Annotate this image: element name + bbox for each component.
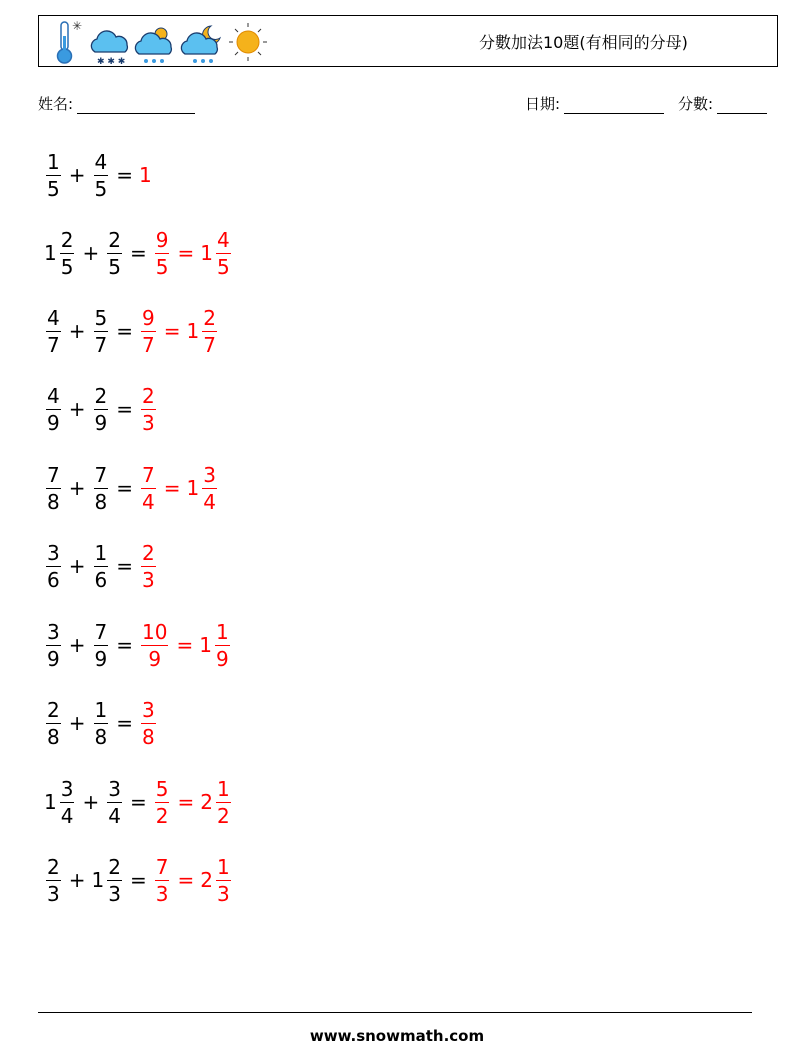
answer-numerator: 7 [155,854,169,879]
problem-row [44,610,232,680]
operand-a-numerator: 4 [47,383,60,408]
mixed-denominator: 5 [216,254,230,279]
equals-sign: = [129,241,147,265]
answer-numerator: 10 [142,619,168,644]
problem-row [44,218,233,288]
answer-equals-sign: = [177,241,195,265]
problem-row [44,767,233,837]
answer-denominator: 7 [142,332,155,357]
operand-a-denominator: 8 [47,489,60,514]
mixed-fraction [202,462,217,515]
answer-fraction [141,305,156,358]
operand-b-numerator: 1 [94,540,108,565]
mixed-fraction [202,305,217,358]
score-label: 分數: [678,95,714,113]
answer-denominator: 3 [142,410,155,435]
date-field [525,93,664,114]
answer-fraction [155,227,170,280]
mixed-denominator: 7 [203,332,216,357]
equals-sign: = [116,397,133,421]
operand-b-denominator: 8 [94,724,108,749]
operand-a-denominator: 5 [47,176,60,201]
answer [139,163,152,187]
svg-text:✳: ✳ [72,19,83,33]
mixed-numerator: 1 [216,854,230,879]
answer-denominator: 2 [155,803,169,828]
operand-b-numerator: 5 [94,305,108,330]
date-blank[interactable] [564,97,664,114]
operand-a-numerator: 2 [60,227,74,252]
mixed-numerator: 1 [216,776,230,801]
operand-b-denominator: 8 [94,489,108,514]
operand-b-fraction [94,540,109,593]
answer-numerator: 2 [142,540,155,565]
answer-numerator: 2 [142,383,155,408]
operand-a-numerator: 2 [47,697,60,722]
answer-denominator: 3 [155,881,169,906]
operand-a-numerator: 3 [60,776,74,801]
answer-fraction [155,854,170,907]
operand-b-fraction [94,383,109,436]
cloud-moon-rain-icon [181,26,220,63]
plus-sign: + [68,476,86,500]
mixed-denominator: 2 [216,803,230,828]
answer-fraction [155,776,170,829]
answer [153,776,233,829]
operand-b-numerator: 1 [94,697,108,722]
mixed-fraction [216,227,231,280]
operand-b-denominator: 5 [94,176,108,201]
operand-a-fraction [46,462,61,515]
weather-icons [45,18,275,66]
mixed-numerator: 3 [203,462,216,487]
operand-a-denominator: 9 [47,410,60,435]
operand-b-denominator: 9 [94,410,108,435]
operand-b-numerator: 3 [108,776,121,801]
operand-a-numerator: 7 [47,462,60,487]
plus-sign: + [68,554,86,578]
operand-b-denominator: 6 [94,567,108,592]
answer [139,697,158,750]
footer-divider [38,1012,752,1013]
operand-a-fraction [46,697,61,750]
operand-a-numerator: 3 [47,540,60,565]
operand-b-fraction [94,305,109,358]
answer [139,619,232,672]
problem-row [44,688,158,758]
plus-sign: + [68,711,86,735]
operand-a-denominator: 7 [47,332,60,357]
equals-sign: = [116,163,133,187]
worksheet-header [38,15,778,67]
answer-equals-sign: = [163,476,181,500]
plus-sign: + [82,790,100,814]
answer-equals-sign: = [163,319,181,343]
operand-b-fraction [107,854,122,907]
mixed-whole: 1 [199,633,212,657]
answer-numerator: 7 [142,462,155,487]
operand-b-fraction [94,697,109,750]
operand-b-numerator: 4 [94,149,108,174]
answer [153,854,233,907]
plus-sign: + [68,633,86,657]
answer-numerator: 5 [155,776,169,801]
operand-a-denominator: 4 [60,803,74,828]
operand-a-denominator: 5 [60,254,74,279]
mixed-fraction [215,619,230,672]
operand-a-fraction [46,619,61,672]
answer-denominator: 8 [142,724,155,749]
mixed-denominator: 9 [215,646,229,671]
operand-a-fraction [46,383,61,436]
answer-fraction [141,619,168,672]
plus-sign: + [68,163,86,187]
operand-b-denominator: 9 [94,646,108,671]
equals-sign: = [116,633,133,657]
answer-fraction [141,383,156,436]
sun-icon [229,23,267,61]
operand-b-numerator: 7 [94,619,108,644]
date-label: 日期: [525,95,561,113]
operand-a-denominator: 9 [47,646,60,671]
thermometer-icon [58,19,83,63]
problem-row [44,531,158,601]
mixed-denominator: 3 [216,881,230,906]
operand-a-numerator: 2 [47,854,60,879]
operand-b-fraction [94,462,109,515]
equals-sign: = [116,319,133,343]
name-label: 姓名: [38,95,74,113]
answer-equals-sign: = [176,633,194,657]
operand-b-numerator: 2 [108,854,121,879]
score-blank[interactable] [717,97,767,114]
answer [153,227,233,280]
answer-denominator: 4 [142,489,155,514]
equals-sign: = [116,554,133,578]
score-field [678,93,767,114]
answer-denominator: 9 [148,646,162,671]
answer-fraction [141,697,156,750]
answer [139,540,158,593]
problem-row [44,845,233,915]
answer-equals-sign: = [177,868,195,892]
mixed-whole: 2 [200,868,213,892]
answer-numerator: 3 [142,697,155,722]
operand-b-fraction [94,149,109,202]
plus-sign: + [82,241,100,265]
equals-sign: = [116,711,133,735]
answer-denominator: 3 [142,567,155,592]
cloud-snow-icon [91,31,127,66]
operand-b-denominator: 5 [108,254,121,279]
mixed-denominator: 4 [203,489,216,514]
answer-fraction [141,540,156,593]
answer [139,462,219,515]
operand-b-numerator: 2 [94,383,108,408]
operand-b-fraction [107,227,122,280]
operand-a-whole: 1 [44,241,57,265]
operand-b-denominator: 3 [108,881,121,906]
operand-b-fraction [94,619,109,672]
name-field [38,93,195,114]
operand-a-numerator: 3 [47,619,60,644]
plus-sign: + [68,868,86,892]
equals-sign: = [116,476,133,500]
operand-a-fraction [60,776,75,829]
operand-a-numerator: 1 [47,149,60,174]
answer-whole: 1 [139,163,152,187]
operand-a-fraction [46,540,61,593]
plus-sign: + [68,397,86,421]
operand-a-denominator: 3 [47,881,60,906]
mixed-numerator: 1 [215,619,229,644]
worksheet-title: 分數加法10題(有相同的分母) [479,33,688,52]
operand-a-fraction [46,305,61,358]
mixed-whole: 2 [200,790,213,814]
operand-a-whole: 1 [44,790,57,814]
mixed-whole: 1 [200,241,213,265]
operand-a-denominator: 6 [47,567,60,592]
mixed-whole: 1 [186,319,200,343]
operand-b-whole: 1 [91,868,105,892]
equals-sign: = [129,868,147,892]
mixed-fraction [216,776,231,829]
svg-text:✱ ✱ ✱: ✱ ✱ ✱ [97,57,126,66]
footer-url: www.snowmath.com [309,1027,485,1045]
problem-row [44,140,152,210]
operand-a-fraction [46,149,61,202]
operand-b-numerator: 2 [108,227,121,252]
problem-row [44,453,219,523]
answer-numerator: 9 [142,305,155,330]
plus-sign: + [68,319,86,343]
operand-a-numerator: 4 [47,305,60,330]
cloud-sun-rain-icon [135,28,171,63]
mixed-numerator: 2 [203,305,216,330]
answer-equals-sign: = [177,790,195,814]
problem-row [44,296,219,366]
equals-sign: = [129,790,147,814]
answer-fraction [141,462,156,515]
name-blank[interactable] [77,97,195,114]
operand-a-fraction [60,227,75,280]
operand-a-fraction [46,854,61,907]
operand-b-fraction [107,776,122,829]
mixed-whole: 1 [186,476,200,500]
answer-numerator: 9 [155,227,169,252]
operand-b-denominator: 7 [94,332,108,357]
operand-b-denominator: 4 [108,803,121,828]
operand-b-numerator: 7 [94,462,108,487]
mixed-numerator: 4 [216,227,230,252]
mixed-fraction [216,854,231,907]
answer [139,383,158,436]
operand-a-denominator: 8 [47,724,60,749]
answer [139,305,219,358]
problem-row [44,374,158,444]
answer-denominator: 5 [155,254,169,279]
